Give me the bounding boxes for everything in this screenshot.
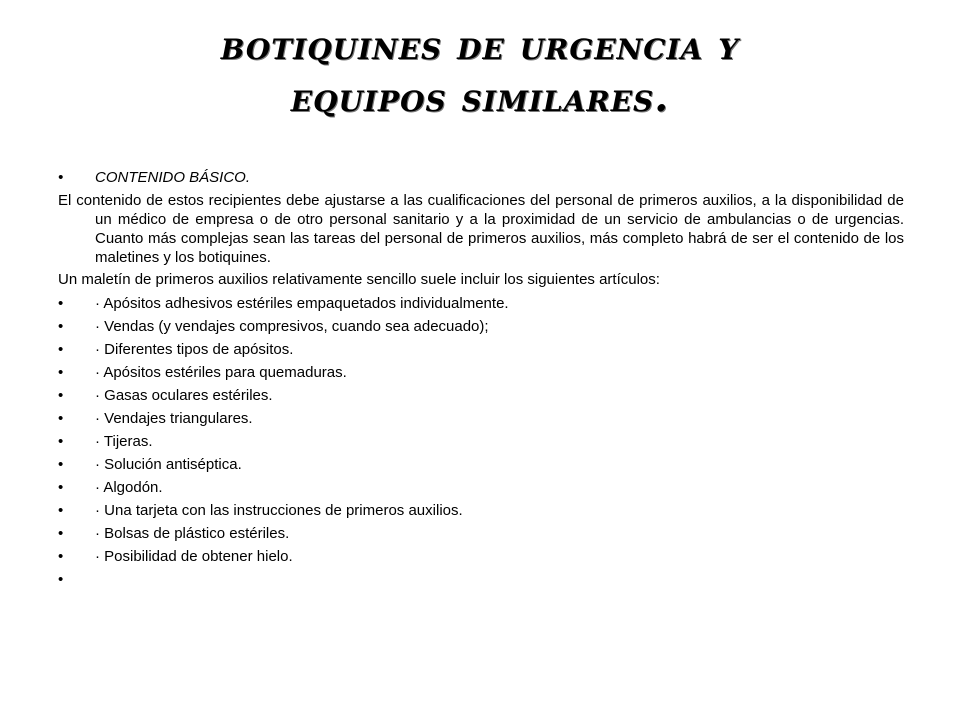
section-heading-row	[58, 168, 904, 187]
bullet-icon: •	[58, 479, 64, 496]
list-item-text: · Una tarjeta con las instrucciones de primeros auxilios.	[95, 502, 463, 519]
list-item-text: · Apósitos estériles para quemaduras.	[95, 364, 347, 381]
list-item	[58, 432, 904, 451]
list-item-text: · Vendas (y vendajes compresivos, cuando sea adecuado);	[95, 318, 489, 335]
bullet-icon: •	[58, 433, 64, 450]
list-item	[58, 547, 904, 566]
bullet-icon: •	[58, 456, 64, 473]
list-item-text: · Gasas oculares estériles.	[95, 387, 273, 404]
bullet-icon: •	[58, 169, 64, 186]
list-item-text: · Diferentes tipos de apósitos.	[95, 341, 294, 358]
slide-title-line-1: botiquines de urgencia y	[220, 22, 740, 69]
bullet-icon: •	[58, 364, 64, 381]
list-item-text: · Solución antiséptica.	[95, 456, 242, 473]
list-item	[58, 317, 904, 336]
list-item	[58, 340, 904, 359]
list-item	[58, 363, 904, 382]
slide-title	[90, 20, 870, 124]
bullet-icon: •	[58, 410, 64, 427]
list-item	[58, 501, 904, 520]
bullet-icon: •	[58, 548, 64, 565]
list-item	[58, 294, 904, 313]
bullet-icon: •	[58, 387, 64, 404]
bullet-icon: •	[58, 295, 64, 312]
list-item	[58, 455, 904, 474]
list-item	[58, 386, 904, 405]
bullet-icon: •	[58, 341, 64, 358]
bullet-icon: •	[58, 502, 64, 519]
section-heading: CONTENIDO BÁSICO.	[95, 169, 251, 186]
list-item	[58, 409, 904, 428]
list-item-text: · Vendajes triangulares.	[95, 410, 253, 427]
list-item-text: · Apósitos adhesivos estériles empaquetados individualmente.	[95, 295, 509, 312]
list-item-text: · Bolsas de plástico estériles.	[95, 525, 290, 542]
list-item-text: · Tijeras.	[95, 433, 153, 450]
slide-body	[58, 168, 904, 588]
list-item	[58, 478, 904, 497]
list-item	[58, 524, 904, 543]
bullet-icon: •	[58, 525, 64, 542]
list-item-text: · Algodón.	[95, 479, 163, 496]
list-intro: Un maletín de primeros auxilios relativamente sencillo suele incluir los siguientes artículos:	[58, 271, 660, 288]
list-item-text: · Posibilidad de obtener hielo.	[95, 548, 293, 565]
supply-list	[58, 294, 904, 588]
slide-title-line-2: equipos similares.	[290, 74, 670, 121]
body-paragraph: El contenido de estos recipientes debe ajustarse a las cualificaciones del personal de primeros auxilios, a la disponibilidad de un médico de empresa o de otro personal sanitario y a la proximidad de un servicio de ambulancias o de urgencias. Cuanto más complejas sean las tareas del personal de primeros auxilios, más completo habrá de ser el contenido de los maletines y los botiquines.	[58, 192, 904, 266]
bullet-icon: •	[58, 571, 64, 588]
bullet-icon: •	[58, 318, 64, 335]
